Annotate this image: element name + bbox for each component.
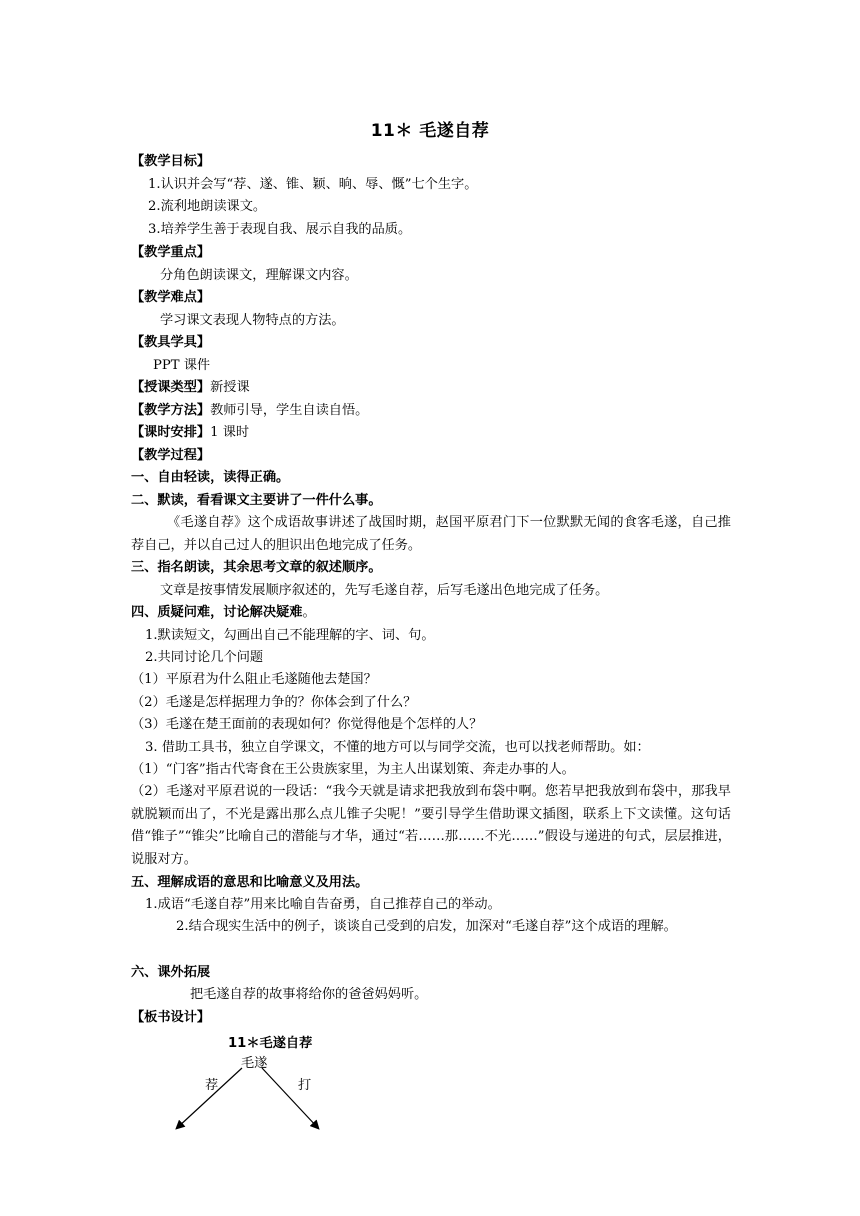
section-5-item-1: 1.成语“毛遂自荐”用来比喻自告奋勇，自己推荐自己的举动。 [145,897,501,912]
board-left-label: 荐 [205,1078,219,1093]
board-center-label: 毛遂 [241,1056,268,1071]
objectives-heading: 【教学目标】 [131,154,211,169]
board-title: 11＊毛遂自荐 [228,1036,313,1051]
method-text: 教师引导，学生自读自悟。 [210,403,369,418]
objective-item-3: 3.培养学生善于表现自我、展示自我的品质。 [148,222,412,237]
question-3: （3）毛遂在楚王面前的表现如何？你觉得他是个怎样的人？ [131,717,483,732]
section-4-item-2: 2.共同讨论几个问题 [145,650,264,665]
section-4-item-1: 1.默读短文，勾画出自己不能理解的字、词、句。 [145,628,435,643]
process-heading: 【教学过程】 [131,448,211,463]
section-2-heading: 二、默读，看看课文主要讲了一件什么事。 [131,493,382,508]
section-4-item-3: 3. 借助工具书，独立自学课文，不懂的地方可以与同学交流，也可以找老师帮助。如： [145,740,650,755]
key-points-text: 分角色朗读课文，理解课文内容。 [160,268,358,283]
section-2-paragraph: 《毛遂自荐》这个成语故事讲述了战国时期，赵国平原君门下一位默默无闻的食客毛遂，自己推荐自己，并以自己过人的胆识出色地完成了任务。 [131,515,731,553]
question-2: （2）毛遂是怎样据理力争的？你体会到了什么？ [131,695,417,710]
note-1: （1）“门客”指古代寄食在王公贵族家里，为主人出谋划策、奔走办事的人。 [131,762,575,777]
document-title: 11＊ 毛遂自荐 [370,121,490,141]
key-points-heading: 【教学重点】 [131,245,211,260]
section-4-period: 。 [302,605,316,620]
difficulties-text: 学习课文表现人物特点的方法。 [160,313,345,328]
difficulties-heading: 【教学难点】 [131,290,211,305]
section-3-heading: 三、指名朗读，其余思考文章的叙述顺序。 [131,560,382,575]
right-arrow [262,1068,318,1128]
lesson-type-heading: 【授课类型】 [131,380,211,395]
left-arrow [177,1068,242,1128]
section-5-heading: 五、理解成语的意思和比喻意义及用法。 [131,875,369,890]
tools-heading: 【教具学具】 [131,335,211,350]
board-right-label: 打 [298,1078,312,1093]
question-1: （1）平原君为什么阻止毛遂随他去楚国？ [131,672,377,687]
section-4-heading: 四、质疑问难，讨论解决疑难 [131,605,303,620]
tools-text: PPT 课件 [153,358,211,373]
lesson-type-text: 新授课 [210,380,250,395]
section-6-heading: 六、课外拓展 [131,965,211,980]
section-3-paragraph: 文章是按事情发展顺序叙述的，先写毛遂自荐，后写毛遂出色地完成了任务。 [160,583,609,598]
schedule-heading: 【课时安排】 [131,425,211,440]
section-1-heading: 一、自由轻读，读得正确。 [131,470,290,485]
method-heading: 【教学方法】 [131,403,211,418]
objective-item-2: 2.流利地朗读课文。 [148,199,267,214]
board-heading: 【板书设计】 [131,1010,211,1025]
schedule-text: 1 课时 [210,425,250,440]
note-2: （2）毛遂对平原君说的一段话：“我今天就是请求把我放到布袋中啊。您若早把我放到布袋中，那我早就脱颖而出了，不光是露出那么点儿锥子尖呢！”要引导学生借助课文插图，联系上下文读懂。这句话借“锥子”“锥尖”比喻自己的潜能与才华，通过“若……那……不光……”假设与递进的句式，层层推进，说服对方。 [131,784,731,867]
objective-item-1: 1.认识并会写“荐、遂、锥、颖、晌、辱、慨”七个生字。 [148,177,478,192]
section-5-item-2: 2.结合现实生活中的例子，谈谈自己受到的启发，加深对“毛遂自荐”这个成语的理解。 [176,919,677,934]
section-6-paragraph: 把毛遂自荐的故事将给你的爸爸妈妈听。 [190,987,428,1002]
